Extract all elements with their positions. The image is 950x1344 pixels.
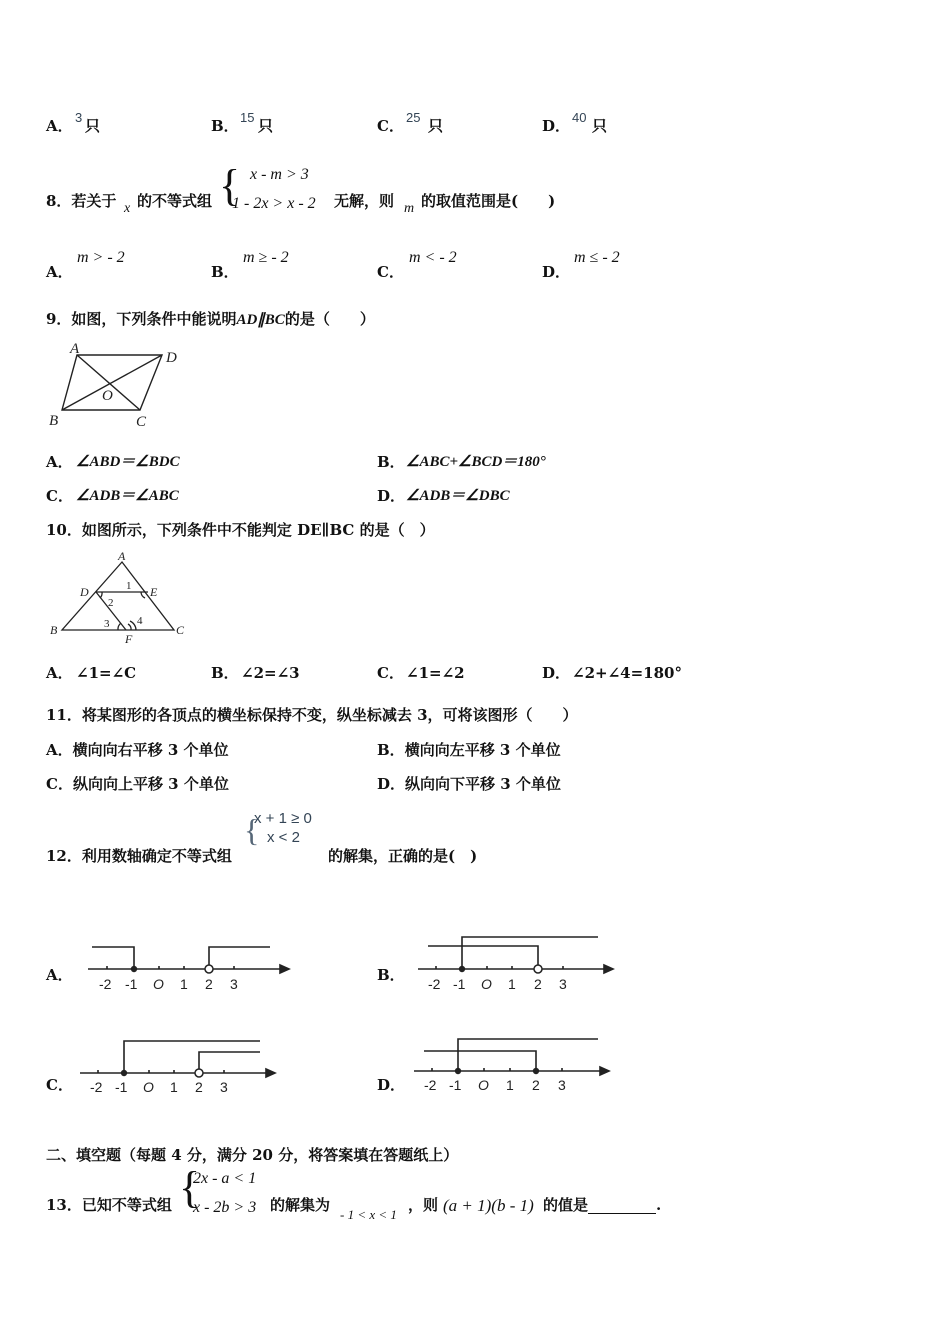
q10-label-c: C [176,623,185,637]
q8-inequality-1: x - m > 3 [250,166,309,183]
q9-label-o: O [102,388,113,404]
q11-option-b [377,741,561,759]
q9-stem-prefix: 9．如图，下列条件中能说明 [46,310,237,328]
q9-stem [46,310,375,329]
q12-number-line-c [76,1034,281,1098]
q10-option-b-letter: B． [211,664,239,682]
q12-a-open-dot [205,965,213,973]
q12-a-tick-label: O [153,976,164,992]
q10-label-d: D [80,585,89,599]
q13-stem-prefix: 13．已知不等式组 [46,1196,172,1214]
q12-a-tick-label: -1 [125,976,138,992]
q13-solution-set: - 1 < x < 1 [340,1207,397,1222]
q7-option-a-number: 3 [75,110,83,125]
q8-option-c-expr: m < - 2 [409,249,457,266]
q12-c-tick-label: -1 [115,1079,128,1095]
q12-d-axis-arrow [600,1067,609,1075]
q12-inequality-1: x + 1 ≥ 0 [254,810,312,827]
q12-b-tick-label: 1 [508,976,516,992]
q11-option-b-text: 横向向左平移 3 个单位 [404,741,561,759]
q12-c-open-dot [195,1069,203,1077]
q10-angle-label-1: 1 [126,580,132,592]
q12-option-d-letter: D． [377,1076,406,1094]
q12-a-ray-left [92,947,134,969]
q9-option-a-expr: ∠ABD＝∠BDC [76,454,180,470]
q9-label-a: A [70,341,80,357]
q7-option-a-letter: A． [46,117,73,135]
q9-option-c-letter: C． [46,487,73,505]
q12-d-ray-right [458,1039,598,1071]
q11-option-d-text: 纵向向下平移 3 个单位 [405,775,561,793]
q10-arc-4 [128,621,136,630]
q12-number-line-a [84,940,294,996]
q11-option-c [46,775,229,793]
q10-angle-label-2: 2 [108,597,114,609]
q12-b-tick-label: O [481,976,492,992]
q8-stem-prefix: 8．若关于 [46,192,117,210]
q11-option-a-text: 横向向右平移 3 个单位 [72,741,229,759]
q12-b-ray-right [462,937,598,969]
q9-option-b-expr: ∠ABC+∠BCD＝180° [406,454,546,470]
q8-system-brace: { [219,161,241,210]
section2-heading: 二、填空题（每题 4 分，满分 20 分，将答案填在答题纸上） [46,1146,459,1164]
q12-c-tick-label: 3 [220,1079,228,1095]
q12-b-axis-arrow [604,965,613,973]
q12-stem-prefix: 12．利用数轴确定不等式组 [46,847,232,865]
q12-a-tick-label: 3 [230,976,238,992]
q11-option-c-letter: C． [46,775,73,793]
q8-option-b-expr: m ≥ - 2 [243,249,289,266]
q11-option-a-letter: A． [46,741,73,759]
q9-option-a-letter: A． [46,453,73,471]
q12-d-tick-label: 3 [558,1077,566,1093]
q12-option-c-letter: C． [46,1076,73,1094]
q9-option-b-letter: B． [377,453,405,471]
q12-d-solid-dot-right [533,1068,539,1074]
q12-b-tick-label: -2 [428,976,441,992]
q13-answer-blank[interactable] [588,1199,656,1214]
q13-suffix-text: 的值是 [543,1196,589,1214]
q7-option-c-unit: 只 [428,117,444,135]
q9-option-d-letter: D． [377,487,406,505]
q9-stem-math: AD∥BC [236,312,285,328]
q8-var-m: m [404,201,415,216]
q12-c-axis-arrow [266,1069,275,1077]
q10-option-c-letter: C． [377,664,404,682]
q13-end-period: . [656,1196,662,1214]
q12-option-a-letter: A． [46,966,73,984]
q10-arc-1 [141,592,145,598]
q11-option-c-text: 纵向向上平移 3 个单位 [72,775,229,793]
q12-c-tick-label: O [143,1079,154,1095]
q9-label-b: B [49,413,59,429]
q10-label-a: A [118,550,126,563]
q12-c-ray-right-a [124,1041,260,1073]
q12-d-solid-dot-left [455,1068,461,1074]
q7-option-d-number: 40 [572,110,587,125]
q8-stem-mid: 的不等式组 [137,192,213,210]
q12-a-axis-arrow [280,965,289,973]
q12-a-tick-label: 1 [180,976,188,992]
q9-label-d: D [166,350,177,366]
q13-expression: (a + 1)(b - 1) [443,1196,534,1215]
q11-option-b-letter: B． [377,741,405,759]
q12-c-tick-label: 1 [170,1079,178,1095]
q8-option-c-letter: C． [377,263,404,281]
q7-option-d-letter: D． [542,117,571,135]
q13-inequality-1: 2x - a < 1 [193,1170,257,1187]
q11-option-d-letter: D． [377,775,406,793]
q12-b-tick-label: 2 [534,976,542,992]
q12-c-ray-right-b [199,1052,260,1073]
q8-inequality-2: 1 - 2x > x - 2 [232,195,316,212]
q8-stem-suffix2: 的取值范围是( ) [421,192,556,210]
q10-label-e: E [150,585,158,599]
q10-label-b: B [50,623,58,637]
q9-label-c: C [136,414,147,430]
q10-angle-label-4: 4 [137,615,143,627]
q10-option-d-expr: ∠2+∠4=180° [572,664,682,682]
q13-stem-mid: 的解集为 [270,1196,331,1214]
q12-d-ray-left [424,1051,536,1071]
q10-option-c-expr: ∠1=∠2 [406,664,465,682]
q11-option-d [377,775,561,793]
q7-option-b-number: 15 [240,110,255,125]
q8-option-a-expr: m > - 2 [77,249,125,266]
q12-d-tick-label: 2 [532,1077,540,1093]
q8-option-a-letter: A． [46,263,73,281]
q12-stem-suffix: 的解集，正确的是( ) [328,847,478,865]
q10-stem: 10．如图所示，下列条件中不能判定 DE∥BC 的是（ ） [46,521,435,539]
q12-b-tick-label: 3 [559,976,567,992]
q12-number-line-b [414,932,619,994]
q7-option-c-number: 25 [406,110,421,125]
q9-parallelogram-figure [44,340,194,435]
q11-stem: 11．将某图形的各顶点的横坐标保持不变，纵坐标减去 3，可将该图形（ ） [46,706,578,724]
q13-inequality-2: x - 2b > 3 [193,1199,257,1216]
q12-c-tick-label: -2 [90,1079,103,1095]
q12-system-brace: { [244,812,260,848]
q10-angle-label-3: 3 [104,618,110,630]
q12-c-tick-label: 2 [195,1079,203,1095]
q10-arc-3 [118,623,121,630]
q8-var-x: x [124,201,131,216]
q12-a-tick-label: 2 [205,976,213,992]
q7-option-b-unit: 只 [258,117,274,135]
q8-option-d-expr: m ≤ - 2 [574,249,620,266]
q8-stem-suffix1: 无解，则 [334,192,395,210]
q7-option-c-letter: C． [377,117,404,135]
q7-option-b-letter: B． [211,117,239,135]
q13-stem-mid2: ，则 [408,1196,439,1214]
q9-option-d-expr: ∠ADB＝∠DBC [406,488,510,504]
q12-d-tick-label: -2 [424,1077,437,1093]
q13-stem-suffix [543,1196,661,1214]
q10-arc-2 [100,592,102,598]
q7-option-d-unit: 只 [592,117,608,135]
q10-triangle-figure [44,550,194,650]
q12-option-b-letter: B． [377,966,405,984]
q12-inequality-2: x < 2 [267,829,300,846]
q8-option-b-letter: B． [211,263,239,281]
q10-option-d-letter: D． [542,664,571,682]
q10-label-f: F [125,632,133,646]
q12-d-tick-label: -1 [449,1077,462,1093]
q12-a-tick-label: -2 [99,976,112,992]
q13-system-brace: { [179,1163,201,1212]
q12-c-solid-dot [121,1070,127,1076]
q9-stem-suffix: 的是（ ） [284,310,375,328]
q12-b-tick-label: -1 [453,976,466,992]
q12-a-solid-dot [131,966,137,972]
q10-option-b-expr: ∠2=∠3 [241,664,300,682]
q12-b-solid-dot [459,966,465,972]
q12-a-ray-right [209,947,270,969]
q10-option-a-letter: A． [46,664,73,682]
q12-number-line-d [410,1034,615,1096]
q10-option-a-expr: ∠1=∠C [76,664,137,682]
q11-option-a [46,741,229,759]
q8-option-d-letter: D． [542,263,571,281]
q12-b-ray-left [428,946,538,969]
q12-d-tick-label: 1 [506,1077,514,1093]
q12-d-tick-label: O [478,1077,489,1093]
q9-option-c-expr: ∠ADB＝∠ABC [76,488,179,504]
q7-option-a-unit: 只 [85,117,101,135]
q12-b-open-dot [534,965,542,973]
